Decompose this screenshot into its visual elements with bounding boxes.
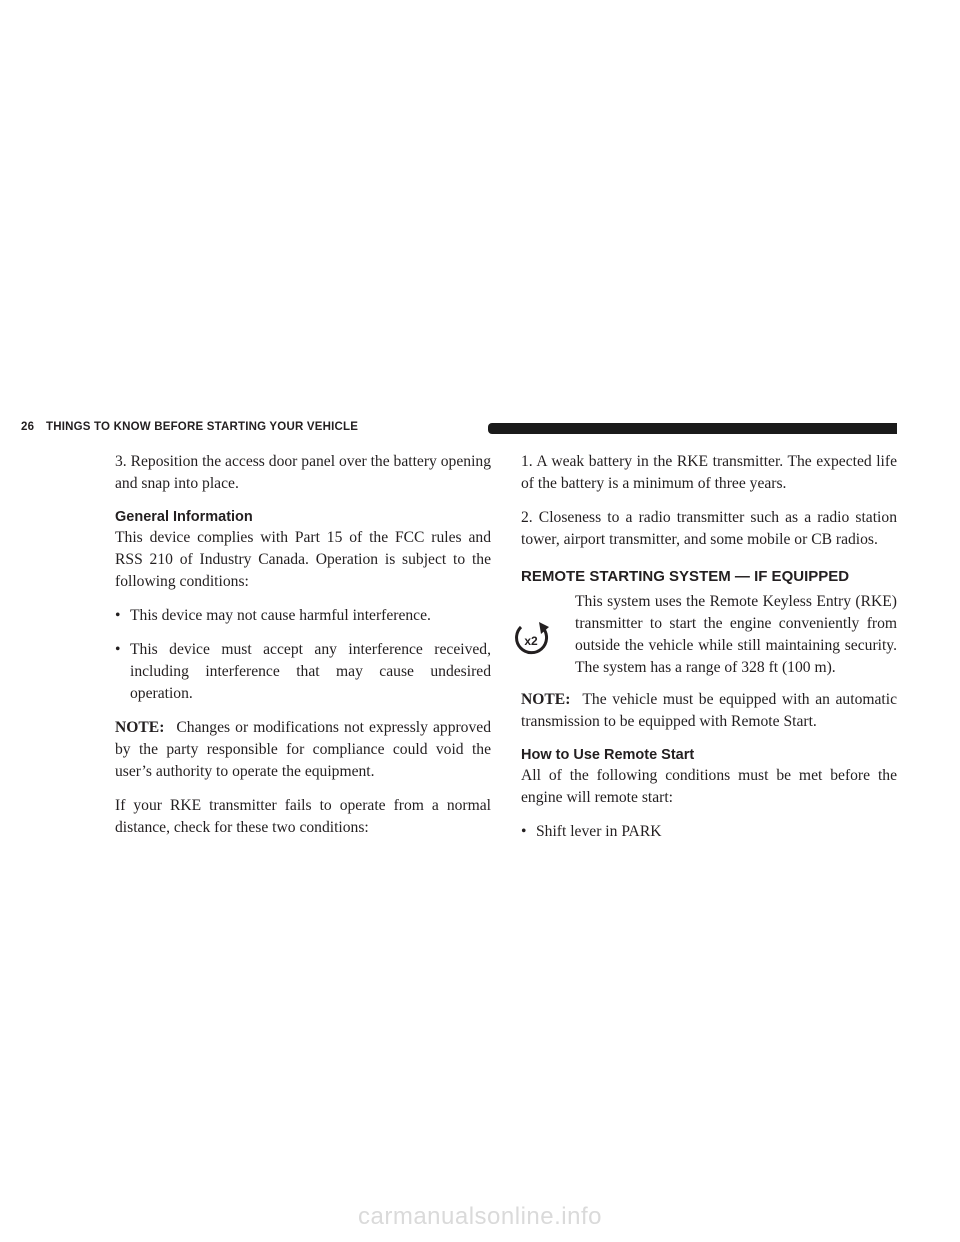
left-column — [115, 451, 491, 851]
remote-start-icon-wrap — [521, 591, 575, 679]
condition-2-text: 2. Closeness to a radio transmitter such as a radio station tower, airport transmitter, and some mobile or CB radios. — [521, 509, 897, 548]
fcc-note — [115, 717, 491, 783]
bullet-icon: • — [115, 607, 121, 624]
remote-start-description: This system uses the Remote Keyless Entry (RKE) transmitter to start the engine conveniently from outside the vehicle while still maintaining security. The system has a range of 328 ft (100 m). — [575, 593, 897, 676]
list-item-text: This device must accept any interference received, including interference that may cause undesired operation. — [130, 641, 491, 702]
list-item — [521, 821, 897, 843]
remote-starting-system-heading: REMOTE STARTING SYSTEM — IF EQUIPPED — [521, 568, 850, 585]
note-text: The vehicle must be equipped with an automatic transmission to be equipped with Remote Start. — [521, 691, 897, 730]
right-column — [521, 451, 897, 855]
condition-1-text: 1. A weak battery in the RKE transmitter. The expected life of the battery is a minimum of three years. — [521, 453, 897, 492]
list-item-text: Shift lever in PARK — [536, 823, 662, 840]
remote-start-note — [521, 689, 897, 733]
general-information-text: This device complies with Part 15 of the FCC rules and RSS 210 of Industry Canada. Operation is subject to the following conditions: — [115, 529, 491, 590]
header-bar — [488, 423, 897, 434]
note-label: NOTE: — [521, 691, 571, 708]
list-item — [115, 639, 491, 705]
watermark: carmanualsonline.info — [358, 1203, 602, 1230]
how-to-use-heading: How to Use Remote Start — [521, 747, 695, 763]
list-item — [115, 605, 491, 627]
page-header — [0, 416, 960, 440]
note-label: NOTE: — [115, 719, 165, 736]
step-3-text: 3. Reposition the access door panel over the battery opening and snap into place. — [115, 453, 491, 492]
remote-start-x2-icon — [512, 619, 556, 659]
icon-label: x2 — [524, 634, 538, 648]
remote-start-intro — [521, 591, 897, 679]
list-item-text: This device may not cause harmful interference. — [130, 607, 431, 624]
bullet-icon: • — [521, 823, 527, 840]
bullet-icon: • — [115, 641, 121, 658]
rke-conditions-intro: If your RKE transmitter fails to operate from a normal distance, check for these two conditions: — [115, 797, 491, 836]
note-text: Changes or modifications not expressly approved by the party responsible for compliance could void the user’s authority to operate the equipment. — [115, 719, 491, 780]
section-title: THINGS TO KNOW BEFORE STARTING YOUR VEHICLE — [46, 421, 359, 433]
general-information-heading: General Information — [115, 509, 253, 525]
page-number: 26 — [21, 421, 35, 433]
how-to-use-text: All of the following conditions must be met before the engine will remote start: — [521, 767, 897, 806]
